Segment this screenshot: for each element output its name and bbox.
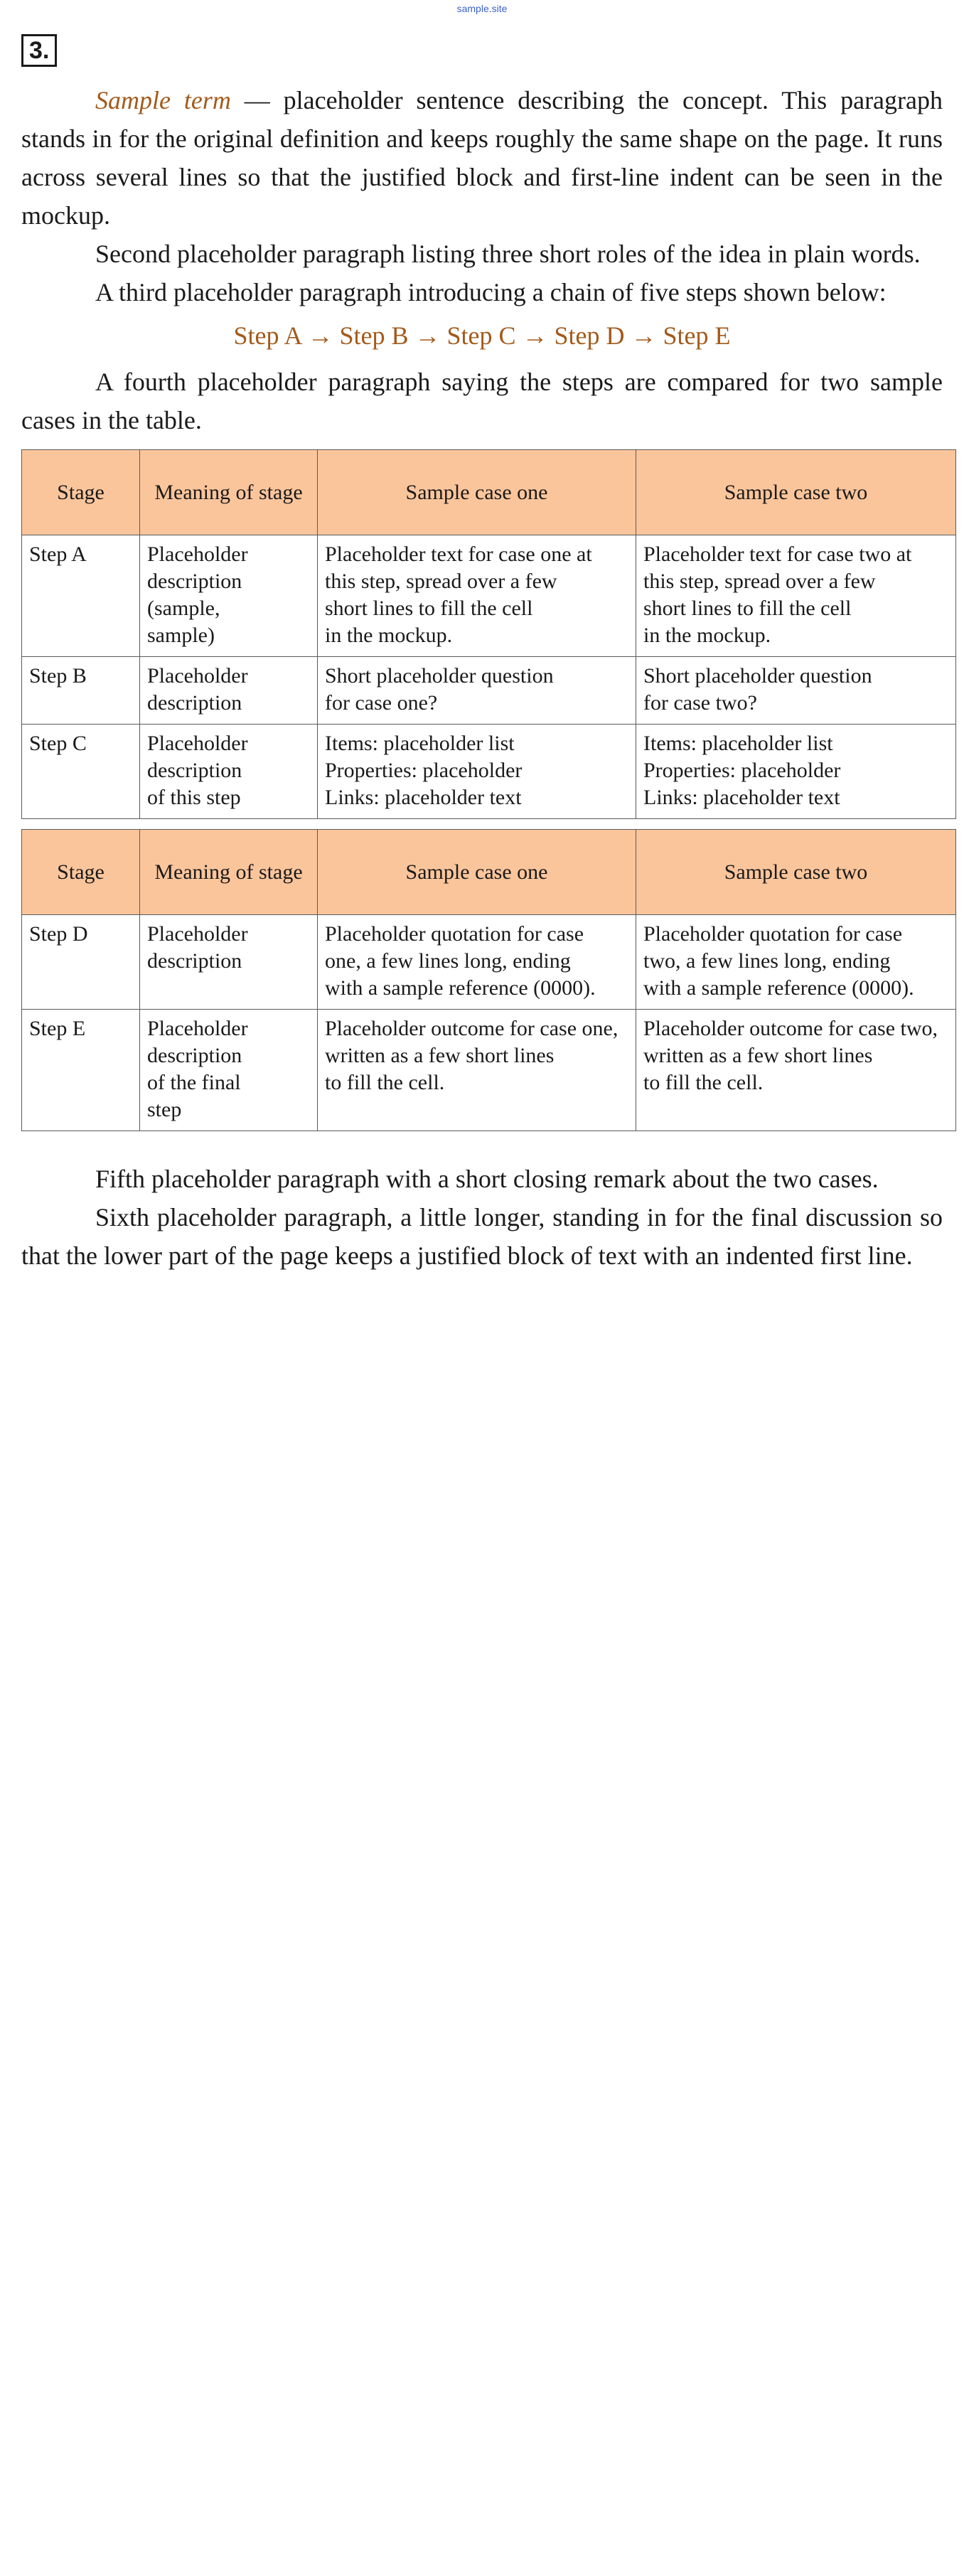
cell-line: of the final	[147, 1071, 241, 1094]
header-essence: Meaning of stage	[140, 450, 318, 535]
cell-line: description	[147, 1044, 242, 1067]
comparison-table-part-2	[21, 829, 956, 1131]
cell-case-one	[318, 535, 636, 657]
cell-line: with a sample reference (0000).	[643, 976, 914, 1000]
cell-line: written as a few short lines	[643, 1044, 873, 1067]
cell-stage: Step C	[22, 725, 140, 819]
table-body-part-1	[22, 535, 956, 819]
functions-paragraph: Second placeholder paragraph listing three short roles of the idea in plain words.	[95, 240, 921, 268]
cell-line: Placeholder	[147, 664, 248, 688]
cell-line: description	[147, 949, 242, 973]
cell-line: Placeholder	[147, 543, 248, 566]
cell-essence	[140, 725, 318, 819]
cell-essence	[140, 535, 318, 657]
cell-line: of this step	[147, 786, 241, 809]
cell-case-two	[636, 915, 956, 1010]
intro-term: Sample term	[95, 86, 231, 114]
cell-case-one	[318, 725, 636, 819]
cell-line: Placeholder outcome for case two,	[643, 1017, 938, 1040]
cell-essence	[140, 657, 318, 725]
cell-line: Properties: placeholder	[325, 759, 523, 782]
cell-line: this step, spread over a few	[643, 570, 876, 593]
cell-line: short lines to fill the cell	[325, 597, 533, 620]
cell-line: this step, spread over a few	[325, 570, 557, 593]
cell-line: short lines to fill the cell	[643, 597, 852, 620]
cell-essence	[140, 915, 318, 1010]
cell-line: Placeholder outcome for case one,	[325, 1017, 618, 1040]
cell-line: Properties: placeholder	[643, 759, 841, 782]
header-case-two: Sample case two	[636, 830, 956, 915]
cell-case-two	[636, 1010, 956, 1131]
cell-case-two	[636, 725, 956, 819]
cell-stage: Step E	[22, 1010, 140, 1131]
cell-case-one	[318, 657, 636, 725]
task-number: 3.	[21, 34, 57, 67]
cell-line: to fill the cell.	[643, 1071, 764, 1094]
cell-line: Links: placeholder text	[643, 786, 840, 809]
cell-case-two	[636, 535, 956, 657]
cell-line: description	[147, 759, 242, 782]
cell-line: Placeholder text for case two at	[643, 543, 912, 566]
cell-line: Short placeholder question	[643, 664, 872, 688]
cell-line: (sample,	[147, 597, 220, 620]
cell-line: two, a few lines long, ending	[643, 949, 891, 973]
cell-stage: Step A	[22, 535, 140, 657]
header-stage: Stage	[22, 450, 140, 535]
cell-line: step	[147, 1098, 182, 1121]
cell-line: Placeholder quotation for case	[325, 922, 584, 946]
site-tag[interactable]: sample.site	[456, 3, 508, 14]
stages-paragraph: A third placeholder paragraph introducing a chain of five steps shown below:	[95, 278, 887, 306]
header-case-one: Sample case one	[318, 830, 636, 915]
cell-line: to fill the cell.	[325, 1071, 445, 1094]
cell-line: sample)	[147, 624, 215, 647]
comparison-table-part-1	[21, 449, 956, 819]
header-stage: Stage	[22, 830, 140, 915]
cell-case-one	[318, 1010, 636, 1131]
cell-line: Items: placeholder list	[325, 732, 515, 755]
cell-line: with a sample reference (0000).	[325, 976, 596, 1000]
example-paragraph: A fourth placeholder paragraph saying the steps are compared for two sample cases in the table.	[21, 368, 943, 434]
cell-line: Placeholder	[147, 922, 248, 946]
cell-essence	[140, 1010, 318, 1131]
intro-paragraph	[21, 81, 943, 235]
table-row	[22, 535, 956, 657]
closing-paragraph-one: Fifth placeholder paragraph with a short closing remark about the two cases.	[95, 1165, 879, 1193]
cell-case-one	[318, 915, 636, 1010]
cell-case-two	[636, 657, 956, 725]
cell-line: in the mockup.	[643, 624, 771, 647]
table-row	[22, 657, 956, 725]
header-case-two: Sample case two	[636, 450, 956, 535]
cell-line: for case two?	[643, 691, 757, 715]
cell-line: one, a few lines long, ending	[325, 949, 571, 973]
cell-line: Placeholder quotation for case	[643, 922, 903, 946]
table-header-row	[22, 450, 956, 535]
cell-line: Placeholder	[147, 1017, 248, 1040]
cell-line: for case one?	[325, 691, 438, 715]
cell-line: Short placeholder question	[325, 664, 554, 688]
intro-text: — placeholder sentence describing the concept. This paragraph stands in for the original definition and keeps roughly the same shape on the page. It runs across several lines so that the justified block and first-line indent can be seen in the mockup.	[21, 86, 943, 230]
table-body-part-2	[22, 915, 956, 1131]
cell-stage: Step B	[22, 657, 140, 725]
cell-stage: Step D	[22, 915, 140, 1010]
cell-line: in the mockup.	[325, 624, 453, 647]
stage-chain: Step A → Step B → Step C → Step D → Step E	[233, 321, 731, 350]
header-essence: Meaning of stage	[140, 830, 318, 915]
table-row	[22, 915, 956, 1010]
cell-line: written as a few short lines	[325, 1044, 555, 1067]
header-case-one: Sample case one	[318, 450, 636, 535]
cell-line: description	[147, 691, 242, 715]
cell-line: description	[147, 570, 242, 593]
table-row	[22, 725, 956, 819]
cell-line: Placeholder text for case one at	[325, 543, 592, 566]
table-row	[22, 1010, 956, 1131]
cell-line: Links: placeholder text	[325, 786, 522, 809]
table-header-row	[22, 830, 956, 915]
cell-line: Placeholder	[147, 732, 248, 755]
cell-line: Items: placeholder list	[643, 732, 833, 755]
closing-paragraph-two: Sixth placeholder paragraph, a little longer, standing in for the final discussion so that the lower part of the page keeps a justified block of text with an indented first line.	[21, 1203, 943, 1270]
